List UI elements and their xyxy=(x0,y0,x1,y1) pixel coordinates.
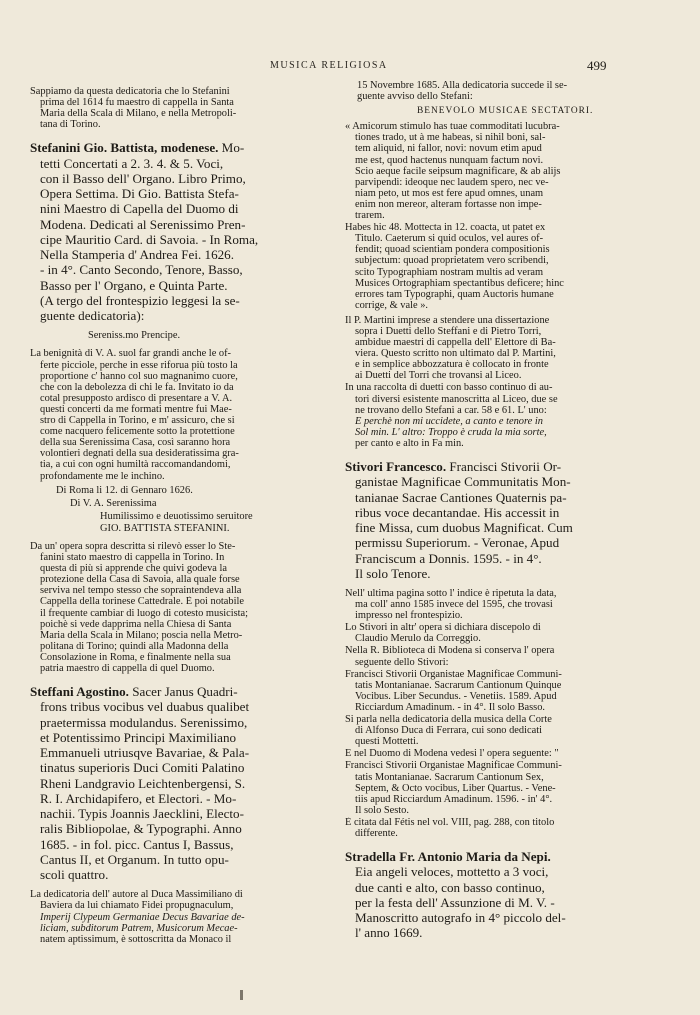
text-line: per canto e alto in Fa min. xyxy=(355,437,464,449)
text-line: Eia angeli veloces, mottetto a 3 voci, xyxy=(355,864,549,880)
text-line: Opera Settima. Di Gio. Battista Stefa- xyxy=(40,186,239,202)
text-line: cotal presupposto ardisco di presentare a V. A. xyxy=(40,392,233,404)
latin-notice xyxy=(345,121,665,221)
text-line: questa di più si apprende che quivi godeva la xyxy=(40,563,227,575)
text-line: tia, a cui con ogni humiltà raccomandandomi, xyxy=(40,459,231,471)
text-line: di Alfonso Duca di Ferrara, cui sono dedicati xyxy=(355,725,542,737)
text-line: Il solo Tenore. xyxy=(355,565,431,581)
text-line: Sappiamo da questa dedicatoria che lo Stefanini xyxy=(30,86,230,97)
text-line: et Potentissimo Principi Maximiliano xyxy=(40,729,237,745)
text-line: ambidue maestri di cappella dell' Elettore di Ba- xyxy=(355,337,556,349)
section-heading xyxy=(345,106,665,117)
text-line: tinatus superioris Duci Comiti Palatino xyxy=(40,760,245,776)
dedication-closing-formula: Humilissimo e deuotissimo seruitore xyxy=(100,510,253,522)
text-line: ne trovano dello Stefani a car. 58 e 61. L' uno: xyxy=(355,404,547,416)
text-line: come nacquero felicemente sotto la protettione xyxy=(40,426,235,438)
text-line: E perchè non mi uccidete, a canto e tenore in xyxy=(355,415,543,427)
text-line: serviva nel tempo stesso che sopraintendeva alla xyxy=(40,585,242,597)
text-line: Emmanueli utriusqve Bavariae, & Pala- xyxy=(40,745,250,761)
text-line: il frequente cambiar di luogo di cotesto musicista; xyxy=(40,607,249,619)
text-line: niam peto, ut mos est fere apud omnes, unam xyxy=(355,187,544,199)
page-mark xyxy=(240,990,243,1000)
text-line: Consolazione in Roma, e finalmente nella sua xyxy=(40,651,231,663)
entry-text: Mo- xyxy=(218,140,245,156)
text-line: natem aptissimum, è sottoscritta da Monaco il xyxy=(40,933,232,945)
text-line: con il Basso dell' Organo. Libro Primo, xyxy=(40,170,246,186)
text-line: nachii. Typis Joannis Jaecklini, Electo- xyxy=(40,806,244,822)
text-line: Septem, & Octo vocibus, Liber Quartus. - Vene- xyxy=(355,782,556,794)
entry-stradella xyxy=(345,849,665,941)
text-line: trarem. xyxy=(355,210,385,222)
text-line: permissu Superiorum. - Veronae, Apud xyxy=(355,535,560,551)
text-line: frons tribus vocibus vel duabus qualibet xyxy=(40,699,250,715)
text-line: guente avviso dello Stefani: xyxy=(357,91,473,103)
entry-first-line xyxy=(345,459,665,474)
text-line: Si parla nella dedicatoria della musica della Corte xyxy=(345,714,552,726)
stivori-opera-2 xyxy=(345,760,665,815)
stivori-note-5 xyxy=(345,748,665,759)
text-line: tatis Montanianae. Sacrarum Cantionum Sex, xyxy=(355,771,544,783)
text-line: tana di Torino. xyxy=(40,119,101,131)
text-line: seguente dello Stivori: xyxy=(355,656,449,668)
entry-headword: Stivori Francesco. xyxy=(345,459,447,474)
text-line: 15 Novembre 1685. Alla dedicatoria succede il se- xyxy=(357,80,568,91)
dedication-date: Di Roma li 12. di Gennaro 1626. xyxy=(56,484,193,496)
text-line: Il solo Sesto. xyxy=(355,804,409,816)
text-line: Nell' ultima pagina sotto l' indice è ripetuta la data, xyxy=(345,588,557,599)
stivori-note-3 xyxy=(345,645,665,667)
text-line: Basso per l' Organo, e Quinta Parte. xyxy=(40,277,228,293)
running-title: MUSICA RELIGIOSA xyxy=(270,60,388,71)
text-line: Claudio Merulo da Correggio. xyxy=(355,633,481,645)
stivori-note-4 xyxy=(345,714,665,747)
running-head xyxy=(0,58,700,78)
dedication-signature: GIO. BATTISTA STEFANINI. xyxy=(100,522,230,534)
text-line: liciam, subditorum Patrem, Musicorum Mecae- xyxy=(40,922,238,934)
dedication-text xyxy=(30,348,336,481)
dedication-closing xyxy=(30,485,336,534)
entry-stefanini xyxy=(30,140,336,323)
text-line: per la festa dell' Assunzione di M. V. - xyxy=(355,894,555,910)
text-line: fine Missa, cum duobus Magnificat. Cum xyxy=(355,520,573,535)
entry-headword: Stradella Fr. Antonio Maria da Nepi. xyxy=(345,849,551,865)
text-line: ralis Bibliopolae, & Typographi. Anno xyxy=(40,821,242,837)
text-line: differente. xyxy=(355,827,398,839)
text-line: nini Maestro di Capella del Duomo di xyxy=(40,201,239,217)
text-line: parvipendi: ideoque nec laudem spero, nec ve- xyxy=(355,176,549,188)
text-line: praetermissa modulandus. Serenissimo, xyxy=(40,714,248,730)
text-line: impresso nel frontespizio. xyxy=(355,610,463,622)
entry-text: Francisci Stivorii Or- xyxy=(446,459,562,474)
continuation xyxy=(345,80,665,102)
text-line: questi concerti da me formati mentre fui Mae- xyxy=(40,403,232,415)
text-line: La benignità di V. A. suol far grandi anche le of- xyxy=(30,348,232,360)
text-line: Cantus II, et Organum. In tutto opu- xyxy=(40,851,229,867)
text-line: ma coll' anno 1585 invece del 1595, che trovasi xyxy=(355,599,553,611)
text-line: protezione della Casa di Savoia, alla quale forse xyxy=(40,574,240,586)
text-line: Rheni Landgravio Leichtenbergensi, S. xyxy=(40,775,246,791)
salutation-text: Sereniss.mo Prencipe. xyxy=(88,330,181,342)
text-line: tatis Montanianae. Sacrarum Cantionum Quinque xyxy=(355,679,562,691)
entry-note xyxy=(30,889,336,944)
text-line: La dedicatoria dell' autore al Duca Massimiliano di xyxy=(30,889,243,901)
text-line: R. I. Archidapifero, et Electori. - Mo- xyxy=(40,790,237,806)
text-line: « Amicorum stimulo has tuae commoditati lucubra- xyxy=(345,121,560,133)
entry-headword: Steffani Agostino. xyxy=(30,684,129,700)
entry-stivori xyxy=(345,459,665,581)
text-line: Nella R. Biblioteca di Modena si conserva l' opera xyxy=(345,645,555,657)
text-line: Sol min. L' altro: Troppo è cruda la mia sorte, xyxy=(355,426,547,438)
text-line: scito Typographiam nostram multis ad veram xyxy=(355,266,544,278)
raccolta-note xyxy=(345,382,665,449)
text-line: Il P. Martini imprese a stendere una dissertazione xyxy=(345,314,550,326)
text-line: me est, quod hactenus nunquam factum novi. xyxy=(355,154,544,166)
text-line: (A tergo del frontespizio leggesi la se- xyxy=(40,292,240,308)
text-line: enim non mereor, alteram fortasse non impe- xyxy=(355,198,542,210)
text-line: politana di Torino; quindi alla Madonna della xyxy=(40,640,229,652)
text-line: profondamente me le inchino. xyxy=(40,470,165,482)
text-line: ganistae Magnificae Communitatis Mon- xyxy=(355,474,571,490)
text-line: Titulo. Caeterum si quid oculos, vel aures of- xyxy=(355,233,544,245)
text-line: scoli quattro. xyxy=(40,867,109,883)
text-line: Musices Ortographiam spectantibus deficere; hinc xyxy=(355,277,564,289)
text-line: tori diversi esistente manoscritta al Liceo, due se xyxy=(355,393,558,405)
text-line: guente dedicatoria): xyxy=(40,308,145,324)
text-line: ferte picciole, perche in esse riforua più tosto la xyxy=(40,359,238,371)
text-line: In una raccolta di duetti con basso continuo di au- xyxy=(345,382,553,394)
text-line: Lo Stivori in altr' opera si dichiara discepolo di xyxy=(345,622,541,634)
text-line: tetti Concertati a 2. 3. 4. & 5. Voci, xyxy=(40,155,224,171)
text-line: tanianae Sacrae Cantiones Quaternis pa- xyxy=(355,489,567,505)
text-line: ribus voce decantandae. His accessit in xyxy=(355,504,560,520)
text-line: Maria della Scala in Milano; poscia nella Metro- xyxy=(40,629,243,641)
text-line: fanini stato maestro di cappella in Torino. In xyxy=(40,552,225,564)
text-line: Vocibus. Liber Secundus. - Venetiis. 1589. Apud xyxy=(355,690,557,702)
intro-note xyxy=(30,86,336,130)
right-column xyxy=(345,80,665,941)
text-line: corrige, & vale ». xyxy=(355,299,428,311)
stivori-note-2 xyxy=(345,622,665,644)
text-line: E nel Duomo di Modena vedesi l' opera seguente: " xyxy=(345,748,559,760)
text-line: e in semplice abbozzatura è collocato in fronte xyxy=(355,359,549,371)
martini-note xyxy=(345,315,665,382)
text-line: fendit; quoad scientiam pondera compositionis xyxy=(355,244,550,256)
entry-steffani xyxy=(30,684,336,882)
entry-comment xyxy=(30,541,336,674)
text-line: tiis apud Ricciardum Amadinum. 1596. - in' 4°. xyxy=(355,793,553,805)
text-line: Manoscritto autografo in 4° piccolo del- xyxy=(355,910,566,926)
text-line: Modena. Dedicati al Serenissimo Pren- xyxy=(40,216,246,232)
text-line: Imperij Clypeum Germaniae Decus Bavariae de- xyxy=(40,911,245,923)
left-column xyxy=(30,86,336,945)
text-line: che con la debolezza di chi le fa. Invitato io da xyxy=(40,381,234,393)
stivori-note-1 xyxy=(345,588,665,621)
text-line: volontieri degnati della sua desideratissima gra- xyxy=(40,448,239,460)
text-line: Maria della Scala di Milano, e nella Metropoli- xyxy=(40,108,237,120)
dedication-addressee: Di V. A. Serenissima xyxy=(70,497,157,509)
text-line: sopra i Duetti dello Steffani e di Pietro Torri, xyxy=(355,325,542,337)
text-line: viera. Questo scritto non ultimato dal P. Martini, xyxy=(355,348,556,360)
latin-notice-cont xyxy=(345,222,665,311)
text-line: tiones trado, ut à me habeas, si nihil boni, sal- xyxy=(355,132,546,144)
text-line: Franciscum a Donnis. 1595. - in 4°. xyxy=(355,550,542,566)
entry-headword: Stefanini Gio. Battista, modenese. xyxy=(30,140,219,156)
text-line: stro di Cappella in Torino, e m' assicuro, che si xyxy=(40,415,235,427)
text-line: Habes hic 48. Mottecta in 12. coacta, ut patet ex xyxy=(345,222,546,234)
text-line: prima del 1614 fu maestro di cappella in Santa xyxy=(40,97,234,109)
text-line: due canti e alto, con basso continuo, xyxy=(355,879,545,895)
text-line: cipe Mauritio Card. di Savoia. - In Roma, xyxy=(40,231,259,247)
text-line: tem aliquid, ni fallor, novi: novum etim apud xyxy=(355,143,542,155)
text-line: proportione c' hanno col suo magnanimo cuore, xyxy=(40,370,238,382)
heading-text: BENEVOLO MUSICAE SECTATORI. xyxy=(417,106,594,117)
text-line: subjectum: quoad proprietatem vero scribendi, xyxy=(355,255,549,267)
text-line: - in 4°. Canto Secondo, Tenore, Basso, xyxy=(40,262,243,278)
text-line: Francisci Stivorii Organistae Magnificae Communi- xyxy=(345,760,562,772)
text-line: È citata dal Fétis nel vol. VIII, pag. 288, con titolo xyxy=(345,816,555,828)
text-line: errores tam Typographi, quam Auctoris humane xyxy=(355,288,554,300)
text-line: poichè si vede dapprima nella Chiesa di Santa xyxy=(40,618,232,630)
dedication-salutation xyxy=(30,330,336,341)
text-line: Francisci Stivorii Organistae Magnificae Communi- xyxy=(345,668,562,680)
page-number: 499 xyxy=(587,58,607,73)
text-line: Cappella della torinese Cattedrale. È poi notabile xyxy=(40,596,244,608)
entry-text: Sacer Janus Quadri- xyxy=(128,684,238,700)
stivori-note-6 xyxy=(345,817,665,839)
text-line: della sua Serenissima Casa, così saranno hora xyxy=(40,437,231,449)
text-line: patria maestro di cappella di quel Duomo. xyxy=(40,663,215,674)
text-line: Da un' opera sopra descritta si rilevò esser lo Ste- xyxy=(30,540,236,552)
text-line: ai Duetti del Torri che trovansi al Liceo. xyxy=(355,370,522,382)
text-line: Baviera da lui chiamato Fidei propugnaculum, xyxy=(40,900,234,912)
text-line: 1685. - in fol. picc. Cantus I, Bassus, xyxy=(40,836,234,852)
entry-first-line xyxy=(30,140,336,155)
entry-first-line xyxy=(30,684,336,699)
text-line: questi Mottetti. xyxy=(355,736,419,748)
stivori-opera-1 xyxy=(345,669,665,713)
text-line: Nella Stamperia d' Andrea Fei. 1626. xyxy=(40,247,234,263)
text-line: Scio aeque facile seipsum magnificare, & ab alijs xyxy=(355,165,561,177)
text-line: Ricciardum Amadinum. - in 4°. Il solo Basso. xyxy=(355,701,546,713)
text-line: l' anno 1669. xyxy=(355,925,423,941)
